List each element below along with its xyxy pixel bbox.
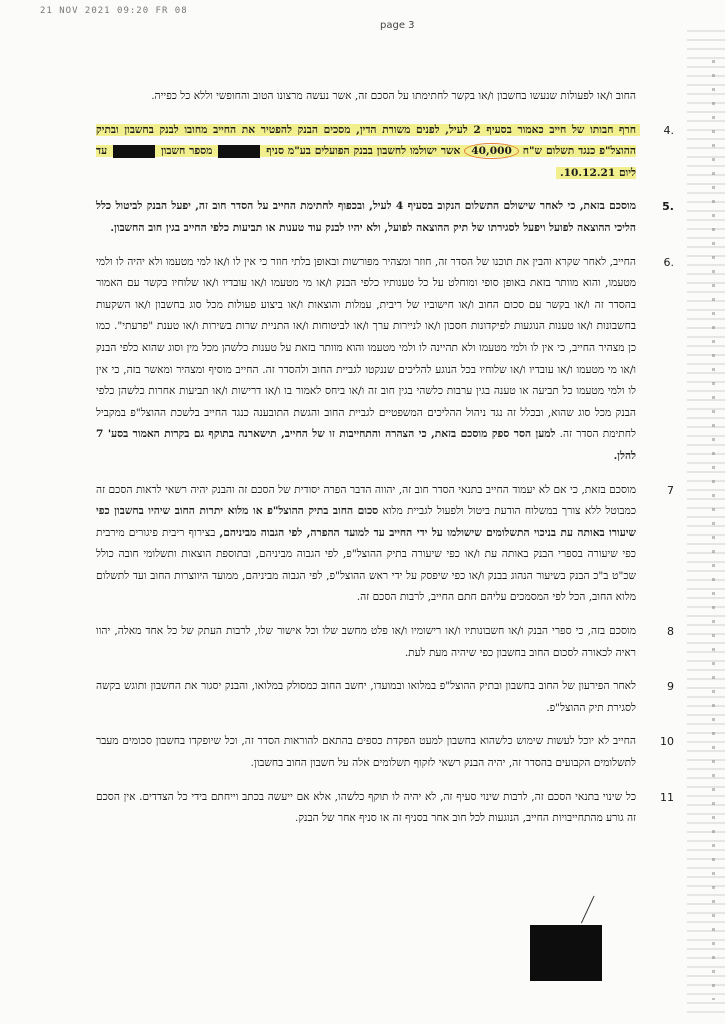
clause-6 xyxy=(96,252,674,468)
clause-number: 8 xyxy=(667,625,674,639)
clause-text: חרף חבותו של חייב כאמור בסעיף 2 לעיל, לפנים משורת הדין, מסכים הבנק להפטיר את החייב מחובו לבנק בחשבון ובתיק ההוצל"פ כנגד תשלום ש"ח xyxy=(96,123,636,158)
clause-text: לאחר הפירעון של החוב בחשבון ובתיק ההוצל"פ במלואו ובמועדו, יחשב החוב כמסולק במלואו, והבנק יסגור את החשבון ותוגש בקשה לסגירת תיק ההוצל"פ. xyxy=(96,680,636,714)
clause-bold-text: למען הסר ספק מוסכם בזאת, כי הצהרה והתחייבות זו של החייב, תישארנה בתוקף גם בקרות האמור בסע' 7 להלן. xyxy=(96,428,636,462)
clause-11 xyxy=(96,787,674,830)
clause-text-continued: בצירוף ריבית פיגורים מירבית כפי שיעורה בספרי הבנק באותה עת ו/או כפי שיעורה בתיק ההוצל"פ, לפי הגבוה מביניהם, ובתוספת הוצאות ותשלומי חובה כולל שכ"ט ב"כ הבנק בשיעור הנהוג בבנק ו/או כפי שיפסק על ידי ראש ההוצל"פ, לפי הגבוה מביניהם, ממועד היווצרות החוב ועד לתשלום מלוא החוב, הכל לפי המסמכים עליהם חתם החייב, לרבות הסכם זה. xyxy=(96,526,636,604)
highlighted-clause xyxy=(96,124,640,179)
clause-8 xyxy=(96,621,674,664)
clause-text: מוסכם בזה, כי ספרי הבנק ו/או חשבונותיו ו/או רישומיו ו/או פלט מחשב שלו וכל אישור שלו, לרבות העתק של כל אחד מאלה, יהוו ראיה לכאורה לסכום החוב בחשבון כפי שיהיה מעת לעת. xyxy=(96,625,636,659)
clause-number: 5. xyxy=(662,200,674,214)
redacted-block xyxy=(218,145,260,158)
clause-text: החייב לא יוכל לעשות שימוש כלשהוא בחשבון למעט הפקדת כספים בהתאם להוראות הסדר זה, וכל שיופקדו בחשבון סכומים מעבר לתשלומים הקבועים בהסדר זה, יהיה הבנק רשאי לזקוף תשלומים אלה על חשבון החוב בחשבון. xyxy=(96,735,636,770)
redacted-signature xyxy=(530,925,602,981)
clause-text-post: עד ליום 10.12.21. xyxy=(96,145,636,179)
clause-number: 10 xyxy=(660,735,674,749)
clause-number: 6. xyxy=(663,255,674,269)
clause-text: מוסכם בזאת, כי אם לא יעמוד החייב בתנאי הסדר חוב זה, יהווה הדבר הפרה יסודית של הסכם זה והבנק יהיה רשאי לראות הסכם זה כמבוטל ללא צורך במשלוח הודעת ביטול ולפעול לגביית מלוא xyxy=(96,483,636,518)
clause-text: מוסכם בזאת, כי לאחר שישולם התשלום הנקוב בסעיף 4 לעיל, ובכפוף לחתימת החייב על הסדר חוב זה, יפעל הבנק לביטול כלל הליכי ההוצאה לפועל ויפעל לסגירתו של תיק ההוצאה לפועל, ולא יהיו לבנק עוד טענות או תביעות כלפי החייב בגין חוב החשבון. xyxy=(96,200,636,234)
fax-header: 21 NOV 2021 09:20 FR 08 xyxy=(40,6,188,16)
clause-number: 4. xyxy=(663,123,674,137)
clause-bold-text: סכום החוב בתיק ההוצל"פ או מלוא יתרות החוב שיהיו בחשבון כפי שיעורו באותה עת בניכוי התשלומים שישולמו על ידי החייב עד למועד ההפרה, לפי הגבוה מביניהם, xyxy=(96,505,636,539)
page-number: page 3 xyxy=(380,20,415,31)
clause-4 xyxy=(96,120,674,185)
clause-number: 7 xyxy=(667,483,674,497)
clause-number: 11 xyxy=(660,790,674,804)
circled-amount: 40,000 xyxy=(464,143,519,159)
redacted-block xyxy=(113,145,155,158)
clause-text-mid: אשר ישולמו לחשבון בבנק הפועלים בע"מ סניף xyxy=(266,145,461,158)
clause-10 xyxy=(96,731,674,774)
document-body xyxy=(96,86,674,842)
clause-text: החייב, לאחר שקרא והבין את תוכנו של הסדר זה, חוזר ומצהיר מפורשות ובאופן בלתי חוזר כי אין לו ו/או למי מטעמו ולא יהיה לו ולמי מטעמו, והוא מוותר בזאת באופן סופי ומוחלט על כל טענותיו כלפי הבנק ו/או מי מטעמו ו/או עובדיו ו/או שלוחיו בקשר עם האמור בהסדר זה ו/או בקשר עם סכום החוב ו/או חישוביו של ריבית, עמלות והוצאות ו/או ביצוע פעולות מכל סוג בחשבון ו/או השקעות בחשבונות ו/או טענות הנוגעות לפיקדונות חסכון ו/או לניירות ערך ו/או לביטוחות ו/או התניית שרות בשירות ו/או טענת "פרעתי". כמו כן מצהיר החייב, כי אין לו ולמי מטעמו ולא תהיינה לו ולמי מטעמו והוא מוותר בזאת על טענות כלשהן מכל מין וסוג שהוא כלפי הבנק ו/או מי מטעמו ו/או עובדיו ו/או שלוחיו בכל הנוגע להליכים שננקטו לגביית החוב ולהסדר זה. החייב מוסיף ומצהיר ומאשר בזה, כי אין לו ולמי מטעמו כל תביעה או טענה בגין ערבות כלשהי בגין חוב זה ו/או ביחס לאמור בו ו/או דרישות ו/או תביעות אחרות כלשהן כלפי הבנק מכל סוג שהוא, ובכלל זה נגד ניהול ההליכים המשפטיים לגביית החוב והגשת התובענה כנגד החייב בלשכת ההוצל"פ במקביל לחתימת הסדר זה. xyxy=(96,255,637,441)
scan-edge xyxy=(687,30,725,1020)
clause-number: 9 xyxy=(667,680,674,694)
clause-9 xyxy=(96,676,674,719)
scan-edge-marks xyxy=(712,60,715,1000)
clause-7 xyxy=(96,480,674,610)
clause-text-mid2: מספר חשבון xyxy=(160,145,213,158)
intro-paragraph: החוב ו/או לפעולות שנעשו בחשבון ו/או בקשר לחתימתו על הסכם זה, אשר נעשה מרצונו הטוב והחופשי וללא כל כפייה. xyxy=(151,90,636,102)
clause-5 xyxy=(96,196,674,239)
clause-text: כל שינוי בתנאי הסכם זה, לרבות שינוי סעיף זה, לא יהיה לו תוקף כלשהו, אלא אם ייעשה בכתב וייחתם בידי כל הצדדים. אין הסכם זה גורע מהתחייבויות החייב, הנוגעות לכל חוב אחר בסניף זה או סניף אחר של הבנק. xyxy=(96,790,636,825)
